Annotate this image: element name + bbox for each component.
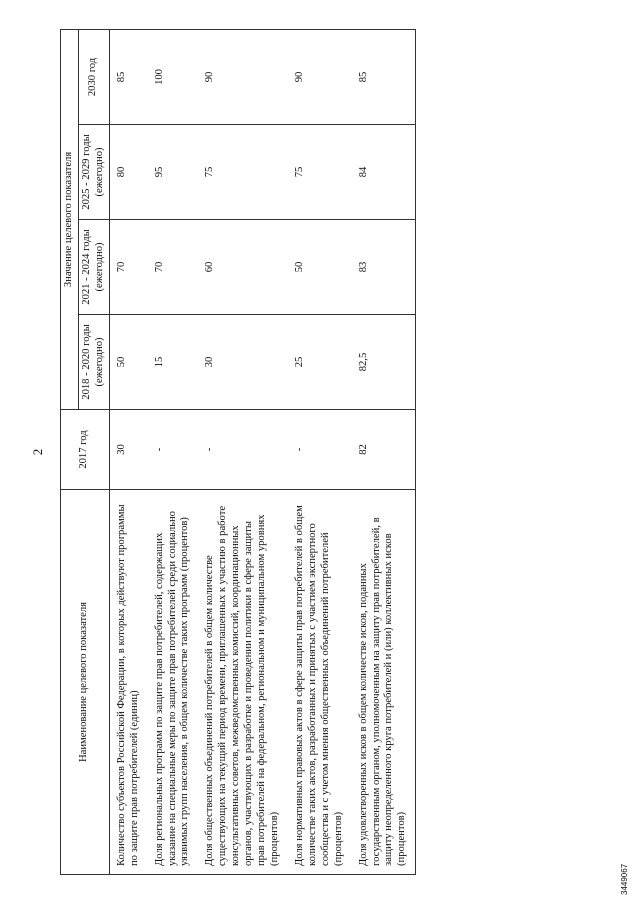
indicator-name: Доля общественных объединений потребителей в общем количестве существующих на текущий период времени, приглашенных к участию в работе консультативных советов, межведомственных комиссий, координационных органов, участвующих в разработке и проведении политики в сфере защиты прав потребителей на федеральном, региональном и муниципальном уровнях (процентов) — [198, 490, 288, 875]
value-cell: 100 — [148, 29, 199, 124]
value-cell: - — [288, 410, 352, 490]
value-cell: 84 — [352, 125, 416, 220]
header-col-2021-2024: 2021 - 2024 годы (ежегодно) — [78, 220, 109, 315]
value-cell: - — [148, 410, 199, 490]
value-cell: 75 — [198, 125, 288, 220]
value-cell: 70 — [109, 220, 147, 315]
value-cell: 90 — [288, 29, 352, 124]
value-cell: 25 — [288, 315, 352, 410]
header-value-group: Значение целевого показателя — [61, 29, 79, 409]
indicator-name: Доля региональных программ по защите прав потребителей, содержащих указание на специальные меры по защите прав потребителей среди социально уязвимых групп населения, в общем количестве таких программ (процентов) — [148, 490, 199, 875]
header-col-2018-2020: 2018 - 2020 годы (ежегодно) — [78, 315, 109, 410]
value-cell: 70 — [148, 220, 199, 315]
value-cell: 85 — [109, 29, 147, 124]
value-cell: 50 — [288, 220, 352, 315]
value-cell: 83 — [352, 220, 416, 315]
table-row — [288, 29, 352, 874]
value-cell: 15 — [148, 315, 199, 410]
value-cell: 30 — [109, 410, 147, 490]
table-row — [352, 29, 416, 874]
value-cell: 80 — [109, 125, 147, 220]
page-number: 2 — [30, 448, 45, 456]
indicator-name: Доля удовлетворенных исков в общем количестве исков, поданных государственным органом, уполномоченным на защиту прав потребителей, в защиту неопределенного круга потребителей и (или) коллективных исков (процентов) — [352, 490, 416, 875]
header-col-2025-2029: 2025 - 2029 годы (ежегодно) — [78, 125, 109, 220]
value-cell: 82 — [352, 410, 416, 490]
table-row — [109, 29, 147, 874]
value-cell: 75 — [288, 125, 352, 220]
table-row — [148, 29, 199, 874]
value-cell: 95 — [148, 125, 199, 220]
document-id: 3449067 — [620, 863, 629, 895]
value-cell: 60 — [198, 220, 288, 315]
value-cell: 50 — [109, 315, 147, 410]
value-cell: 85 — [352, 29, 416, 124]
indicator-table — [60, 29, 416, 875]
value-cell: - — [198, 410, 288, 490]
header-col-2017: 2017 год — [61, 410, 110, 490]
value-cell: 30 — [198, 315, 288, 410]
table-row — [198, 29, 288, 874]
value-cell: 90 — [198, 29, 288, 124]
indicator-name: Доля нормативных правовых актов в сфере защиты прав потребителей в общем количестве таких актов, разработанных и принятых с участием экспертного сообщества и с учетом мнения общественных объединений потребителей (процентов) — [288, 490, 352, 875]
indicator-name: Количество субъектов Российской Федерации, в которых действуют программы по защите прав потребителей (единиц) — [109, 490, 147, 875]
header-indicator-name: Наименование целевого показателя — [61, 490, 110, 875]
header-col-2030: 2030 год — [78, 29, 109, 124]
value-cell: 82,5 — [352, 315, 416, 410]
